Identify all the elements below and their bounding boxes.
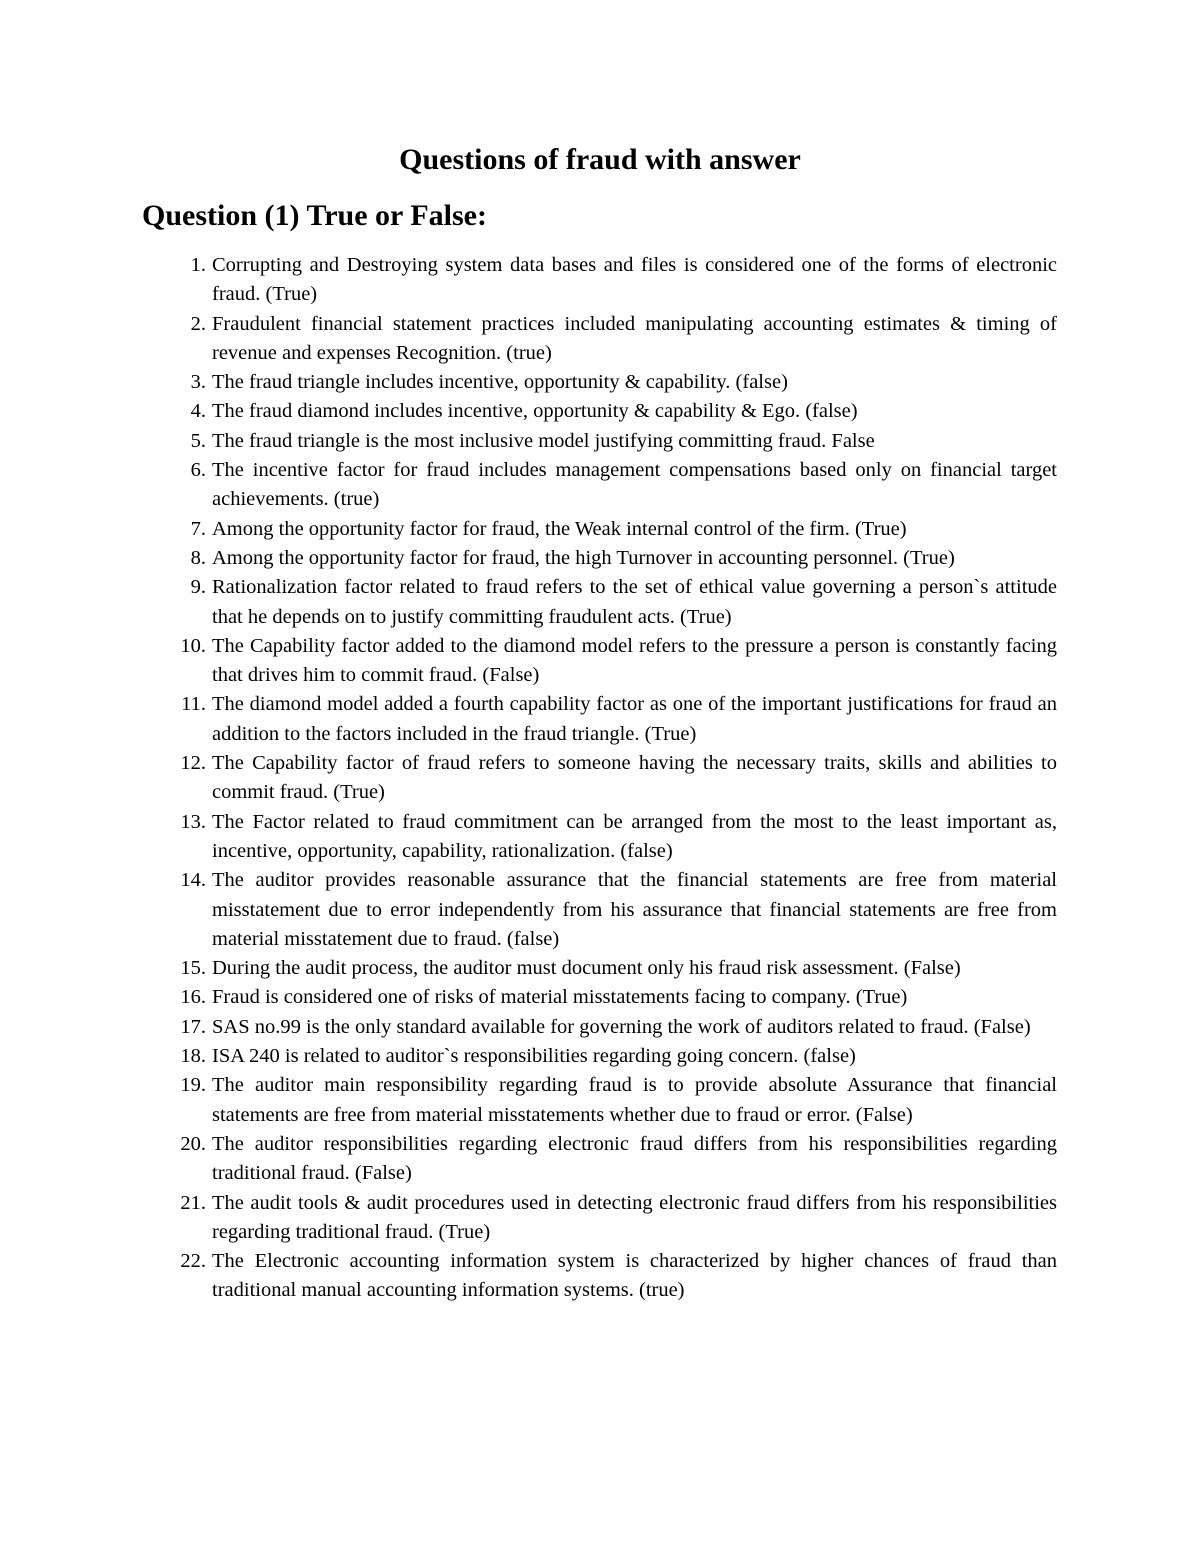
list-item	[0, 397, 1200, 426]
list-item	[0, 310, 1200, 369]
question-number: 14.	[180, 869, 206, 892]
question-list	[0, 251, 1200, 1306]
list-item	[0, 954, 1200, 983]
question-text: The Factor related to fraud commitment can be arranged from the most to the least important as, incentive, opportunity, capability, rationalization. (false)	[212, 810, 1057, 862]
question-text: Fraudulent financial statement practices included manipulating accounting estimates & timing of revenue and expenses Recognition. (true)	[212, 312, 1057, 364]
question-number: 20.	[180, 1132, 206, 1155]
list-item	[0, 1042, 1200, 1071]
question-number: 18.	[180, 1045, 206, 1068]
question-text: The Capability factor of fraud refers to someone having the necessary traits, skills and abilities to commit fraud. (True)	[212, 752, 1057, 804]
question-number: 2.	[190, 312, 206, 335]
question-text: The Capability factor added to the diamond model refers to the pressure a person is constantly facing that drives him to commit fraud. (False)	[212, 634, 1057, 687]
question-number: 21.	[180, 1191, 206, 1214]
section-heading: Question (1) True or False:	[142, 199, 487, 232]
question-text: Rationalization factor related to fraud refers to the set of ethical value governing a person`s attitude that he depends on to justify committing fraudulent acts. (True)	[212, 576, 1057, 628]
list-item	[0, 866, 1200, 954]
question-number: 3.	[190, 371, 206, 394]
list-item	[0, 808, 1200, 867]
list-item	[0, 1071, 1200, 1130]
question-text: The audit tools & audit procedures used in detecting electronic fraud differs from his responsibilities regarding traditional fraud. (True)	[212, 1191, 1057, 1243]
question-number: 11.	[181, 693, 206, 716]
list-item	[0, 456, 1200, 515]
question-number: 22.	[180, 1250, 206, 1273]
question-text: Among the opportunity factor for fraud, the Weak internal control of the firm. (True)	[212, 517, 907, 540]
question-text: Fraud is considered one of risks of material misstatements facing to company. (True)	[212, 986, 908, 1009]
question-number: 5.	[190, 429, 206, 452]
list-item	[0, 251, 1200, 310]
question-number: 7.	[190, 517, 206, 540]
list-item	[0, 1247, 1200, 1306]
question-number: 6.	[190, 459, 206, 482]
question-text: The fraud diamond includes incentive, opportunity & capability & Ego. (false)	[212, 400, 858, 423]
list-item	[0, 1189, 1200, 1248]
question-text: The fraud triangle is the most inclusive model justifying committing fraud. False	[212, 429, 875, 452]
list-item	[0, 368, 1200, 397]
list-item	[0, 690, 1200, 749]
question-number: 12.	[180, 752, 206, 775]
list-item	[0, 749, 1200, 808]
question-text: ISA 240 is related to auditor`s responsibilities regarding going concern. (false)	[212, 1045, 856, 1068]
question-text: The auditor main responsibility regarding fraud is to provide absolute Assurance that financial statements are free from material misstatements whether due to fraud or error. (False)	[212, 1074, 1057, 1126]
question-number: 13.	[180, 810, 206, 833]
list-item	[0, 1013, 1200, 1042]
list-item	[0, 427, 1200, 456]
question-text: The incentive factor for fraud includes management compensations based only on financial target achievements. (true)	[212, 459, 1057, 511]
question-number: 16.	[180, 986, 206, 1009]
question-text: The auditor responsibilities regarding electronic fraud differs from his responsibilities regarding traditional fraud. (False)	[212, 1132, 1057, 1185]
question-text: SAS no.99 is the only standard available for governing the work of auditors related to fraud. (False)	[212, 1015, 1031, 1038]
document-title: Questions of fraud with answer	[399, 143, 801, 176]
question-text: The auditor provides reasonable assurance that the financial statements are free from material misstatement due to error independently from his assurance that financial statements are free from material misstatement due to fraud. (false)	[212, 869, 1057, 950]
question-number: 10.	[180, 634, 206, 657]
question-number: 9.	[190, 576, 206, 599]
question-text: The Electronic accounting information system is characterized by higher chances of fraud than traditional manual accounting information systems. (true)	[212, 1250, 1057, 1302]
list-item	[0, 1130, 1200, 1189]
question-text: The diamond model added a fourth capability factor as one of the important justifications for fraud an addition to the factors included in the fraud triangle. (True)	[212, 693, 1057, 745]
list-item	[0, 544, 1200, 573]
question-text: Corrupting and Destroying system data bases and files is considered one of the forms of electronic fraud. (True)	[212, 254, 1057, 306]
question-text: During the audit process, the auditor must document only his fraud risk assessment. (False)	[212, 957, 961, 980]
list-item	[0, 515, 1200, 544]
question-number: 17.	[180, 1015, 206, 1038]
question-text: The fraud triangle includes incentive, opportunity & capability. (false)	[212, 371, 788, 394]
question-number: 19.	[180, 1074, 206, 1097]
question-text: Among the opportunity factor for fraud, the high Turnover in accounting personnel. (True)	[212, 546, 955, 569]
list-item	[0, 573, 1200, 632]
question-number: 4.	[190, 400, 206, 423]
question-number: 8.	[190, 546, 206, 569]
list-item	[0, 983, 1200, 1012]
question-number: 1.	[190, 254, 206, 276]
list-item	[0, 632, 1200, 691]
question-number: 15.	[180, 957, 206, 980]
